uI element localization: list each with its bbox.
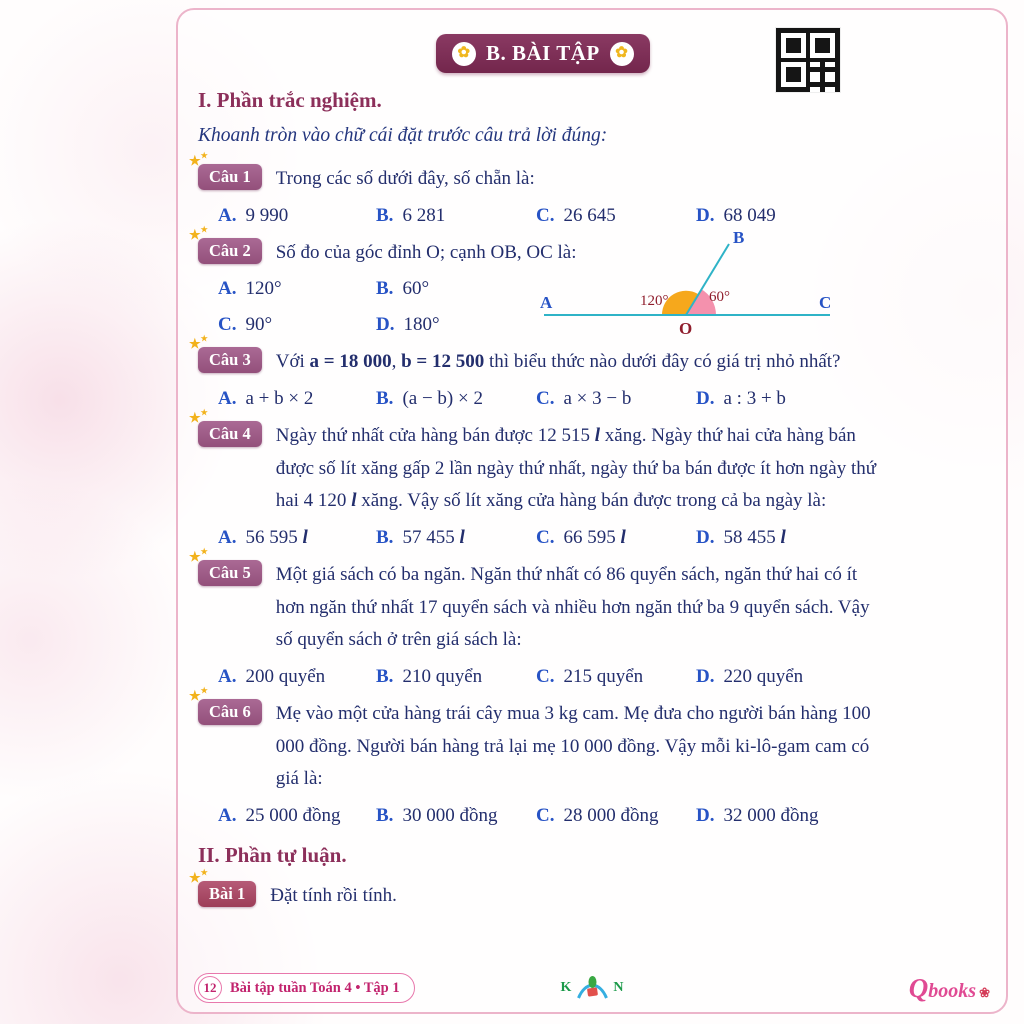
text-run: a = 18 000 xyxy=(309,351,392,373)
answer-value xyxy=(723,666,803,687)
answer-row xyxy=(218,805,982,827)
answer-option xyxy=(696,666,982,688)
point-label-b: B xyxy=(733,228,745,247)
star-icon: ★★ xyxy=(189,151,208,168)
text-run: 6 281 xyxy=(402,204,446,226)
answer-value xyxy=(563,666,643,687)
answer-value xyxy=(723,805,818,826)
answer-value xyxy=(563,388,631,409)
answer-row xyxy=(218,205,982,227)
banner-title: B. BÀI TẬP xyxy=(486,41,600,65)
angle-figure-svg xyxy=(536,229,838,343)
question-badge xyxy=(189,408,262,447)
question-badge xyxy=(189,151,262,190)
text-run: 30 000 đồng xyxy=(402,805,498,827)
answer-letter: D. xyxy=(696,666,715,688)
answer-letter: A. xyxy=(218,527,237,549)
question-block xyxy=(189,151,982,227)
answer-row xyxy=(218,527,982,549)
text-run: l xyxy=(780,527,786,549)
answer-option xyxy=(376,278,556,300)
answer-letter: C. xyxy=(218,314,237,336)
answer-value xyxy=(245,666,325,687)
answer-row xyxy=(218,388,982,410)
answer-letter: D. xyxy=(696,805,715,827)
answer-value xyxy=(402,205,445,226)
question-badge xyxy=(189,224,262,264)
question-block xyxy=(189,224,982,338)
question-badge-label: Câu 1 xyxy=(209,167,251,186)
answer-value xyxy=(563,527,625,548)
answer-value xyxy=(245,805,340,826)
brand-rest: books xyxy=(928,979,977,1002)
answer-letter: A. xyxy=(218,204,237,226)
text-run: l xyxy=(594,425,601,447)
page-footer xyxy=(194,972,990,1004)
text-run: 90° xyxy=(245,314,273,336)
answer-row xyxy=(218,666,982,688)
answer-value xyxy=(245,278,281,299)
answer-letter: A. xyxy=(218,388,237,410)
star-icon: ★★ xyxy=(189,868,208,886)
answer-value xyxy=(402,527,464,548)
question-text xyxy=(276,163,535,196)
qr-code xyxy=(776,28,840,92)
logo-icon xyxy=(575,975,609,1001)
question-block xyxy=(189,408,982,549)
page-frame xyxy=(176,8,1008,1014)
answer-value xyxy=(723,388,785,409)
answer-letter: C. xyxy=(536,527,555,549)
text-run: 9 990 xyxy=(245,204,289,226)
answer-letter: C. xyxy=(536,388,555,410)
text-run: 26 645 xyxy=(563,204,616,226)
answer-value xyxy=(402,805,497,826)
answer-option xyxy=(376,205,536,227)
answer-value xyxy=(402,278,429,299)
essay-badge xyxy=(189,868,256,907)
question-badge xyxy=(189,547,262,586)
text-run: 57 455 xyxy=(402,527,460,549)
text-run: 66 595 xyxy=(563,527,621,549)
answer-option xyxy=(218,314,376,336)
text-run: 60° xyxy=(402,278,430,300)
question-badge-label: Câu 4 xyxy=(209,424,251,444)
answer-option xyxy=(536,666,696,688)
angle-label-60: 60° xyxy=(709,288,730,305)
flower-icon: ✿ xyxy=(610,42,634,66)
answer-option xyxy=(696,205,982,227)
answer-value xyxy=(403,314,439,335)
text-run: Một giá sách có ba ngăn. Ngăn thứ nhất có 86 quyển sách, ngăn thứ hai có ít hơn ngăn thứ nhất 17 quyển sách và nhiều hơn ngăn thứ ba 9 quyển sách. Vậy số quyển sách ở trên giá sách là: xyxy=(275,564,870,651)
answer-option xyxy=(218,205,376,227)
text-run: Số đo của góc đỉnh O; cạnh OB, OC là: xyxy=(275,241,577,263)
text-run: xăng. Vậy số lít xăng cửa hàng bán được trong cả ba ngày là: xyxy=(356,490,827,512)
answer-option xyxy=(536,805,696,827)
question-block xyxy=(189,334,982,410)
answer-option xyxy=(376,314,556,336)
text-run: l xyxy=(302,527,308,549)
text-run: 220 quyển xyxy=(723,666,804,688)
text-run: 32 000 đồng xyxy=(723,805,819,827)
answer-letter: D. xyxy=(376,314,395,336)
answer-letter: A. xyxy=(218,805,237,827)
answer-option xyxy=(218,666,376,688)
question-block xyxy=(189,547,982,688)
answer-letter: C. xyxy=(536,805,555,827)
essay-text: Đặt tính rồi tính. xyxy=(270,885,397,907)
text-run: , xyxy=(391,351,402,373)
answer-letter: B. xyxy=(376,527,394,549)
text-run: l xyxy=(459,527,465,549)
text-run: l xyxy=(351,490,357,512)
answer-letter: A. xyxy=(218,278,237,300)
essay-badge-label: Bài 1 xyxy=(209,884,246,904)
answer-value xyxy=(563,805,658,826)
answer-option xyxy=(536,388,696,410)
star-icon: ★★ xyxy=(189,408,208,426)
text-run: thì biểu thức nào dưới đây có giá trị nhỏ nhất? xyxy=(484,351,841,373)
section2-heading: II. Phần tự luận. xyxy=(198,843,347,868)
brand-q: Q xyxy=(908,972,929,1003)
question-text xyxy=(276,237,577,270)
point-label-c: C xyxy=(819,292,832,312)
book-title: Bài tập tuần Toán 4 • Tập 1 xyxy=(230,979,400,996)
answer-option xyxy=(696,388,982,410)
text-run: 25 000 đồng xyxy=(245,805,341,827)
question-badge-label: Câu 6 xyxy=(209,702,251,722)
text-run: Trong các số dưới đây, số chẵn là: xyxy=(275,168,535,189)
text-run: 58 455 xyxy=(723,527,781,549)
answer-letter: B. xyxy=(376,388,394,410)
question-badge-label: Câu 3 xyxy=(209,350,251,370)
answer-letter: B. xyxy=(376,278,394,300)
text-run: 180° xyxy=(403,314,440,336)
star-icon: ★★ xyxy=(189,686,208,704)
text-run: 215 quyển xyxy=(563,666,644,688)
angle-figure xyxy=(536,229,838,343)
star-icon: ★★ xyxy=(189,547,208,565)
text-run: a + b × 2 xyxy=(245,388,314,410)
answer-option xyxy=(218,527,376,549)
brand-logo xyxy=(909,973,990,1004)
text-run: 210 quyển xyxy=(402,666,483,688)
answer-letter: D. xyxy=(696,388,715,410)
logo-letter-n: N xyxy=(613,980,624,995)
footer-book-info xyxy=(194,973,415,1003)
answer-option xyxy=(376,388,536,410)
answer-value xyxy=(723,205,775,226)
answer-letter: C. xyxy=(536,204,555,226)
answer-option xyxy=(376,666,536,688)
section-banner xyxy=(436,34,650,73)
answer-option xyxy=(218,805,376,827)
answer-option xyxy=(536,205,696,227)
text-run: Mẹ vào một cửa hàng trái cây mua 3 kg cam. Mẹ đưa cho người bán hàng 100 000 đồng. Người bán hàng trả lại mẹ 10 000 đồng. Vậy mỗi ki-lô-gam cam có giá là: xyxy=(275,703,871,790)
page-number: 12 xyxy=(198,976,222,1000)
answer-option xyxy=(218,278,376,300)
question-text xyxy=(276,346,841,379)
answer-value xyxy=(245,205,288,226)
logo-letter-k: K xyxy=(560,980,572,995)
brand-flower-icon: ❀ xyxy=(979,984,990,1000)
flower-icon: ✿ xyxy=(452,42,476,66)
angle-label-120: 120° xyxy=(640,292,669,309)
question-block xyxy=(189,686,982,827)
answer-value xyxy=(563,205,615,226)
instruction-text: Khoanh tròn vào chữ cái đặt trước câu trả lời đúng: xyxy=(198,125,608,146)
answer-value xyxy=(245,527,307,548)
star-icon: ★★ xyxy=(189,224,208,242)
section1-heading: I. Phần trắc nghiệm. xyxy=(198,88,382,112)
point-label-o: O xyxy=(679,318,693,338)
text-run: 28 000 đồng xyxy=(563,805,659,827)
answer-letter: C. xyxy=(536,666,555,688)
answer-value xyxy=(402,666,482,687)
question-list xyxy=(189,151,982,827)
text-run: 68 049 xyxy=(723,204,776,226)
answer-letter: B. xyxy=(376,666,394,688)
answer-value xyxy=(245,314,272,335)
answer-row xyxy=(218,278,578,336)
answer-option xyxy=(536,527,696,549)
essay-item xyxy=(189,868,982,913)
text-run: 200 quyển xyxy=(245,666,326,688)
answer-option xyxy=(376,805,536,827)
text-run: a : 3 + b xyxy=(723,388,786,410)
answer-letter: B. xyxy=(376,204,394,226)
text-run: xăng. Ngày thứ hai cửa hàng bán được số lít xăng gấp 2 lần ngày thứ nhất, ngày thứ ba bán được ít hơn ngày thứ hai 4 120 xyxy=(275,425,877,512)
question-badge-label: Câu 2 xyxy=(209,240,251,260)
text-run: 120° xyxy=(245,278,282,300)
answer-letter: D. xyxy=(696,527,715,549)
text-run: a × 3 − b xyxy=(563,388,632,410)
publisher-logo xyxy=(560,975,623,1001)
answer-option xyxy=(218,388,376,410)
text-run: Với xyxy=(275,351,310,373)
text-run: Ngày thứ nhất cửa hàng bán được 12 515 xyxy=(275,425,595,447)
answer-option xyxy=(376,527,536,549)
answer-value xyxy=(402,388,483,409)
text-run: l xyxy=(620,527,626,549)
question-badge xyxy=(189,334,262,373)
answer-value xyxy=(723,527,785,548)
answer-letter: A. xyxy=(218,666,237,688)
star-icon: ★★ xyxy=(189,334,208,352)
text-run: b = 12 500 xyxy=(401,351,485,373)
question-text xyxy=(276,559,888,657)
text-run: (a − b) × 2 xyxy=(402,388,483,410)
question-text xyxy=(276,420,888,518)
question-badge xyxy=(189,686,262,725)
answer-letter: B. xyxy=(376,805,394,827)
point-label-a: A xyxy=(540,292,553,312)
answer-letter: D. xyxy=(696,204,715,226)
question-text xyxy=(276,698,888,796)
answer-option xyxy=(696,805,982,827)
answer-option xyxy=(696,527,982,549)
text-run: 56 595 xyxy=(245,527,303,549)
answer-value xyxy=(245,388,313,409)
question-badge-label: Câu 5 xyxy=(209,563,251,583)
